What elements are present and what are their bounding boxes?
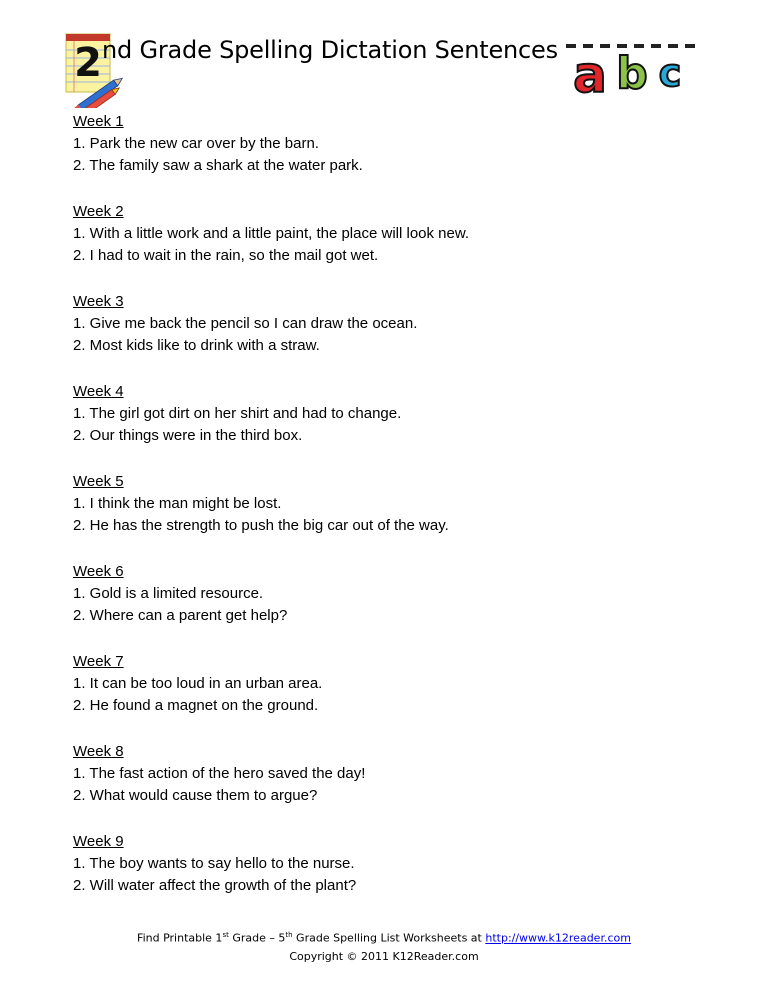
dictation-sentence: 2. What would cause them to argue? [73, 787, 318, 804]
footer-suffix: Grade Spelling List Worksheets at [292, 931, 486, 945]
week-section [73, 471, 693, 537]
letter-a: a [573, 46, 607, 104]
letter-b: b [616, 48, 648, 99]
week-section [73, 381, 693, 447]
dictation-sentence: 2. I had to wait in the rain, so the mail got wet. [73, 247, 379, 264]
week-title: Week 3 [73, 293, 124, 310]
title-number: 2 [74, 40, 102, 86]
week-section [73, 741, 693, 807]
dictation-sentence: 2. Most kids like to drink with a straw. [73, 337, 320, 354]
dictation-sentence: 1. The fast action of the hero saved the day! [73, 765, 366, 782]
week-title: Week 5 [73, 473, 124, 490]
week-section [73, 831, 693, 897]
week-section [73, 201, 693, 267]
dictation-sentence: 2. He found a magnet on the ground. [73, 697, 319, 714]
week-section [73, 111, 693, 177]
week-title: Week 9 [73, 833, 124, 850]
footer [0, 926, 768, 966]
week-title: Week 4 [73, 383, 124, 400]
dictation-sentence: 1. With a little work and a little paint, the place will look new. [73, 225, 470, 242]
dictation-sentence: 1. I think the man might be lost. [73, 495, 282, 512]
dictation-sentence: 2. Will water affect the growth of the plant? [73, 877, 357, 894]
week-section [73, 291, 693, 357]
week-title: Week 2 [73, 203, 124, 220]
footer-sup-st: st [222, 931, 229, 939]
dictation-sentence: 1. Park the new car over by the barn. [73, 135, 319, 152]
dictation-sentence: 2. The family saw a shark at the water park. [73, 157, 363, 174]
page-title [102, 36, 558, 64]
week-section [73, 561, 693, 627]
title-suffix: nd [102, 36, 133, 64]
week-title: Week 1 [73, 113, 124, 130]
letter-c: c [658, 51, 682, 95]
dictation-sentence: 1. The boy wants to say hello to the nurse. [73, 855, 355, 872]
dictation-sentence: 1. The girl got dirt on her shirt and had to change. [73, 405, 402, 422]
dictation-sentence: 1. Gold is a limited resource. [73, 585, 264, 602]
footer-line [0, 926, 768, 948]
header [62, 28, 702, 108]
footer-prefix: Find Printable 1 [137, 931, 223, 945]
dictation-sentence: 2. Our things were in the third box. [73, 427, 303, 444]
copyright: Copyright © 2011 K12Reader.com [289, 949, 479, 963]
abc-letters-icon [562, 32, 702, 104]
title-text: Grade Spelling Dictation Sentences [132, 36, 558, 64]
footer-middle: Grade – 5 [228, 931, 286, 945]
dictation-sentence: 2. He has the strength to push the big car out of the way. [73, 517, 449, 534]
week-title: Week 8 [73, 743, 124, 760]
dictation-sentence: 1. It can be too loud in an urban area. [73, 675, 323, 692]
k12reader-link[interactable]: http://www.k12reader.com [485, 931, 631, 945]
week-title: Week 6 [73, 563, 124, 580]
footer-sup-th: th [285, 931, 293, 939]
week-title: Week 7 [73, 653, 124, 670]
week-section [73, 651, 693, 717]
weeks-list [73, 111, 693, 921]
dictation-sentence: 1. Give me back the pencil so I can draw the ocean. [73, 315, 418, 332]
dictation-sentence: 2. Where can a parent get help? [73, 607, 288, 624]
